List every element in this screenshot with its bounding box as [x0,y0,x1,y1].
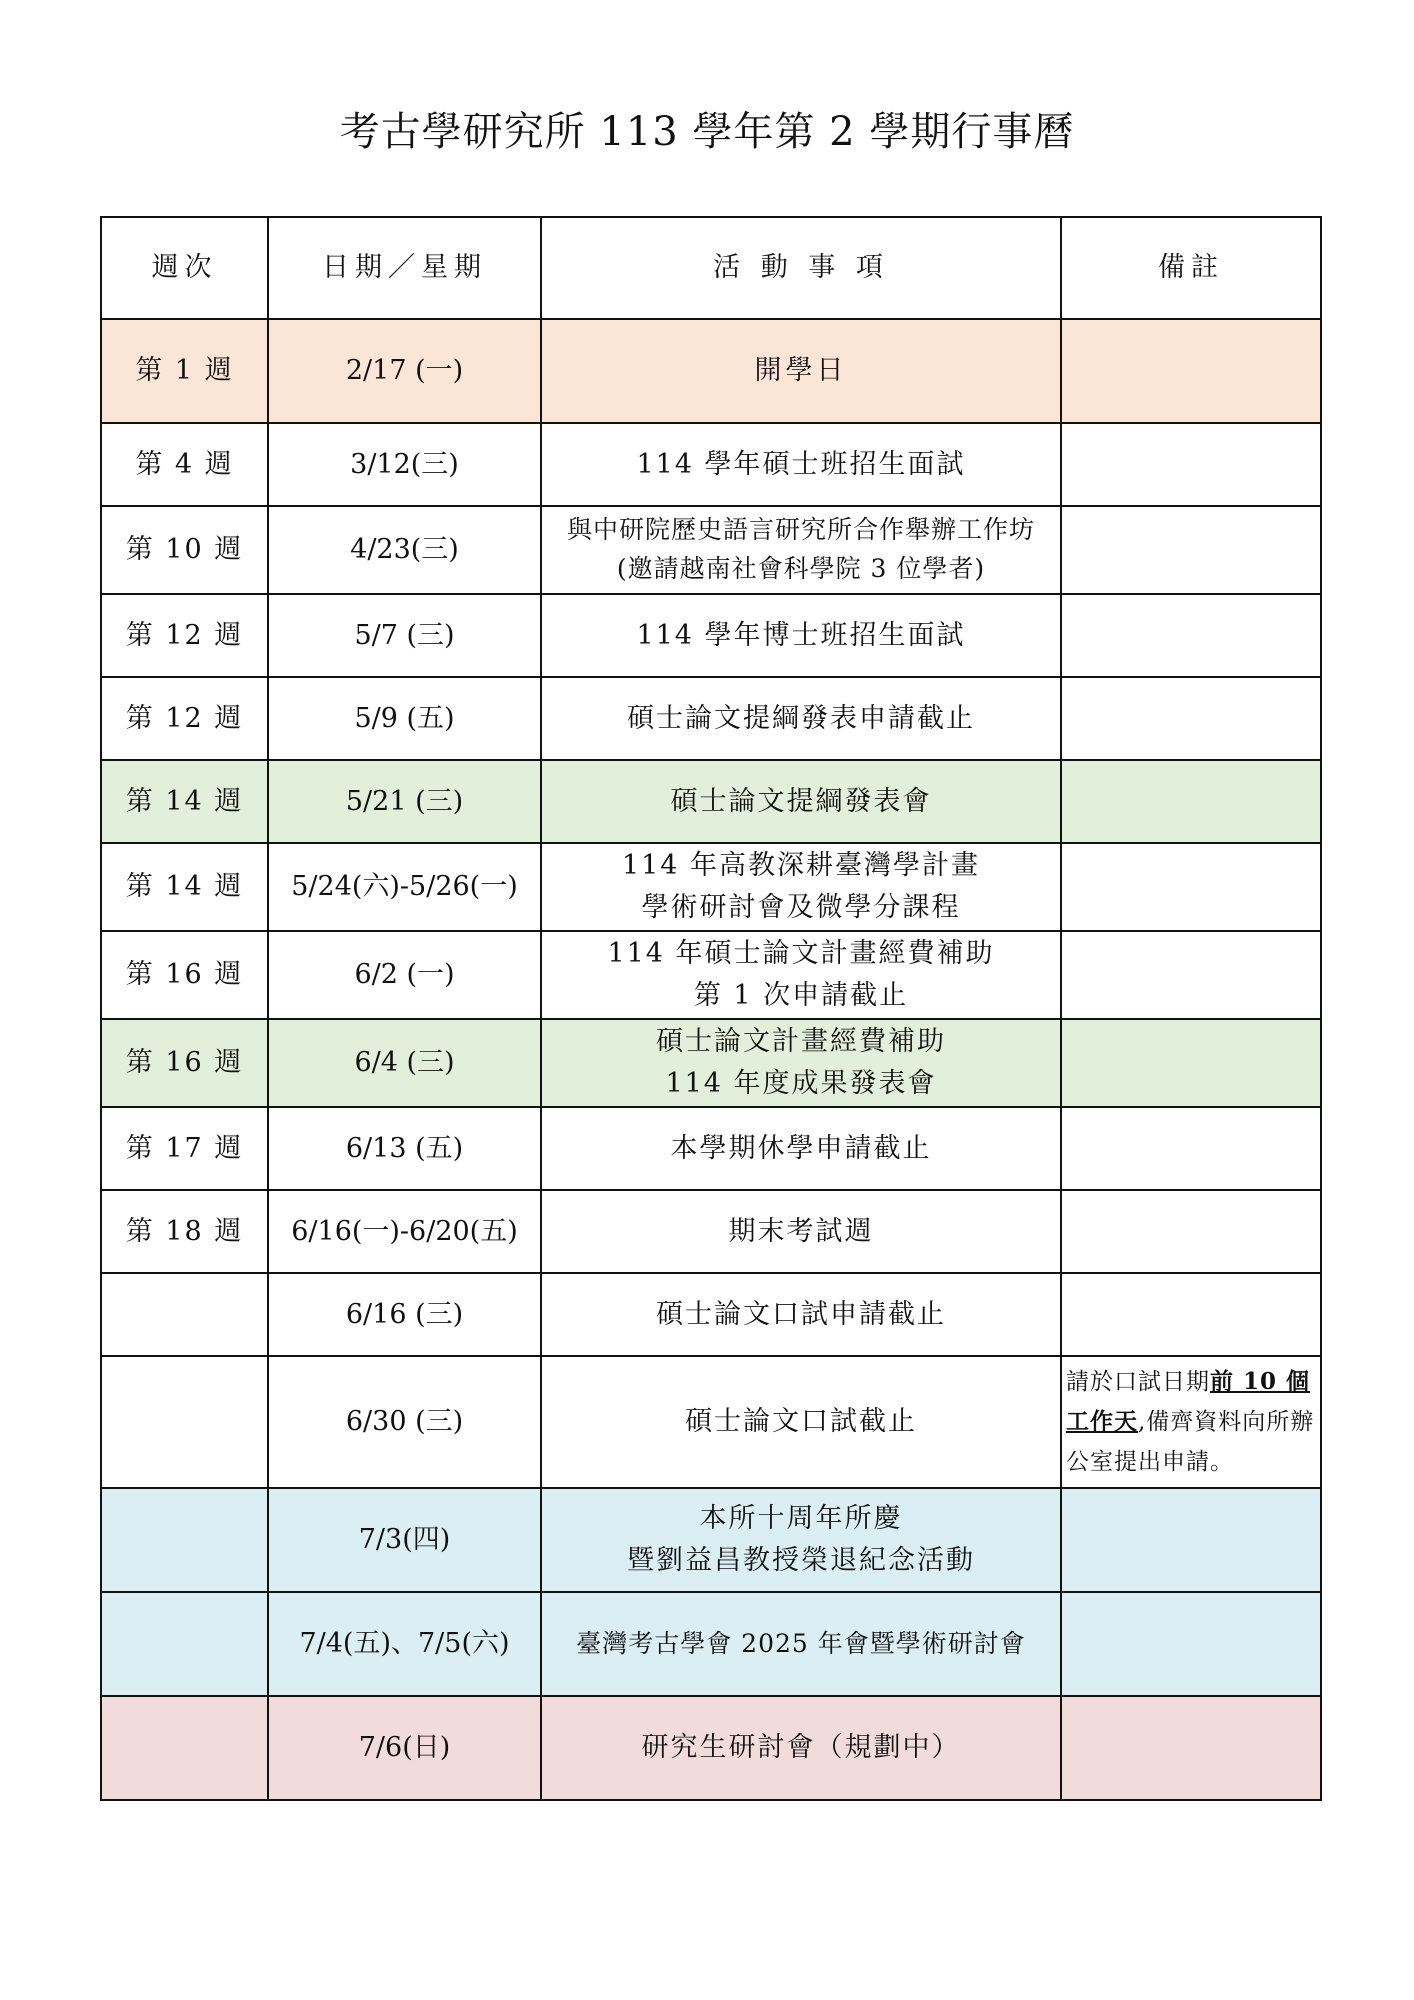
header-note: 備註 [1061,217,1321,319]
activity-cell [541,1488,1061,1592]
note-cell [1061,423,1321,506]
activity-line: 碩士論文計畫經費補助 [656,1026,946,1058]
activity-line: 114 年高教深耕臺灣學計畫 [621,850,981,882]
activity-cell: 臺灣考古學會 2025 年會暨學術研討會 [541,1592,1061,1696]
table-row [101,319,1321,423]
note-cell [1061,1488,1321,1592]
week-cell [101,1488,268,1592]
activity-cell: 本學期休學申請截止 [541,1107,1061,1190]
activity-cell [541,931,1061,1019]
note-cell [1061,506,1321,594]
table-row [101,1019,1321,1107]
note-cell [1061,1273,1321,1356]
activity-cell: 碩士論文提綱發表會 [541,760,1061,843]
activity-line: (邀請越南社會科學院 3 位學者) [616,554,986,583]
activity-cell: 碩士論文提綱發表申請截止 [541,677,1061,760]
activity-line: 學術研討會及微學分課程 [641,892,961,923]
table-row [101,843,1321,931]
activity-line: 與中研院歷史語言研究所合作舉辦工作坊 [566,515,1035,545]
note-cell [1061,1107,1321,1190]
activity-line: 第 1 次申請截止 [693,980,909,1011]
week-cell: 第 14 週 [101,760,268,843]
activity-line: 本所十周年所慶 [699,1503,903,1535]
week-cell [101,1273,268,1356]
week-cell: 第 14 週 [101,843,268,931]
table-row [101,423,1321,506]
note-cell [1061,1190,1321,1273]
activity-cell: 研究生研討會（規劃中） [541,1696,1061,1800]
date-cell: 5/24(六)-5/26(一) [268,843,541,931]
header-date: 日期／星期 [268,217,541,319]
note-cell [1061,319,1321,423]
week-cell: 第 1 週 [101,319,268,423]
table-row [101,1190,1321,1273]
header-row [101,217,1321,319]
table-row [101,1107,1321,1190]
date-cell: 6/30 (三) [268,1356,541,1488]
table-row [101,760,1321,843]
activity-cell: 114 學年博士班招生面試 [541,594,1061,677]
week-cell: 第 12 週 [101,594,268,677]
date-cell: 3/12(三) [268,423,541,506]
note-cell [1061,594,1321,677]
note-text: ,備齊資料向所辦公室提出申請。 [1066,1408,1315,1476]
activity-cell [541,1019,1061,1107]
date-cell: 2/17 (一) [268,319,541,423]
table-row [101,1488,1321,1592]
note-cell [1061,760,1321,843]
week-cell [101,1696,268,1800]
activity-cell: 碩士論文口試截止 [541,1356,1061,1488]
table-row [101,931,1321,1019]
activity-cell: 開學日 [541,319,1061,423]
table-row [101,1356,1321,1488]
note-cell [1061,1019,1321,1107]
table-row [101,677,1321,760]
note-text: 請於口試日期 [1066,1368,1210,1395]
date-cell: 5/9 (五) [268,677,541,760]
note-cell [1061,931,1321,1019]
date-cell: 5/7 (三) [268,594,541,677]
date-cell: 7/4(五)、7/5(六) [268,1592,541,1696]
table-row [101,506,1321,594]
note-cell [1061,843,1321,931]
activity-line: 暨劉益昌教授榮退紀念活動 [627,1545,975,1576]
date-cell: 7/3(四) [268,1488,541,1592]
header-activity: 活 動 事 項 [541,217,1061,319]
date-cell: 6/16(一)-6/20(五) [268,1190,541,1273]
date-cell: 5/21 (三) [268,760,541,843]
table-row [101,1273,1321,1356]
date-cell: 6/13 (五) [268,1107,541,1190]
activity-cell: 碩士論文口試申請截止 [541,1273,1061,1356]
date-cell: 7/6(日) [268,1696,541,1800]
note-emphasis: 前 10 個 [1210,1367,1311,1395]
week-cell: 第 16 週 [101,1019,268,1107]
week-cell [101,1592,268,1696]
week-cell: 第 18 週 [101,1190,268,1273]
note-cell [1061,1356,1321,1488]
activity-cell [541,843,1061,931]
note-emphasis: 工作天 [1066,1407,1138,1435]
week-cell: 第 4 週 [101,423,268,506]
date-cell: 4/23(三) [268,506,541,594]
activity-line: 114 年碩士論文計畫經費補助 [607,938,995,970]
note-cell [1061,1592,1321,1696]
note-cell [1061,1696,1321,1800]
calendar-table [100,216,1322,1801]
note-cell [1061,677,1321,760]
activity-cell: 114 學年碩士班招生面試 [541,423,1061,506]
header-week: 週次 [101,217,268,319]
date-cell: 6/2 (一) [268,931,541,1019]
activity-cell [541,506,1061,594]
activity-line: 114 年度成果發表會 [665,1068,937,1099]
page-title: 考古學研究所 113 學年第 2 學期行事曆 [339,109,1075,155]
week-cell: 第 16 週 [101,931,268,1019]
date-cell: 6/16 (三) [268,1273,541,1356]
table-row [101,1696,1321,1800]
week-cell [101,1356,268,1488]
activity-cell: 期末考試週 [541,1190,1061,1273]
table-row [101,594,1321,677]
week-cell: 第 17 週 [101,1107,268,1190]
date-cell: 6/4 (三) [268,1019,541,1107]
week-cell: 第 10 週 [101,506,268,594]
week-cell: 第 12 週 [101,677,268,760]
table-row [101,1592,1321,1696]
